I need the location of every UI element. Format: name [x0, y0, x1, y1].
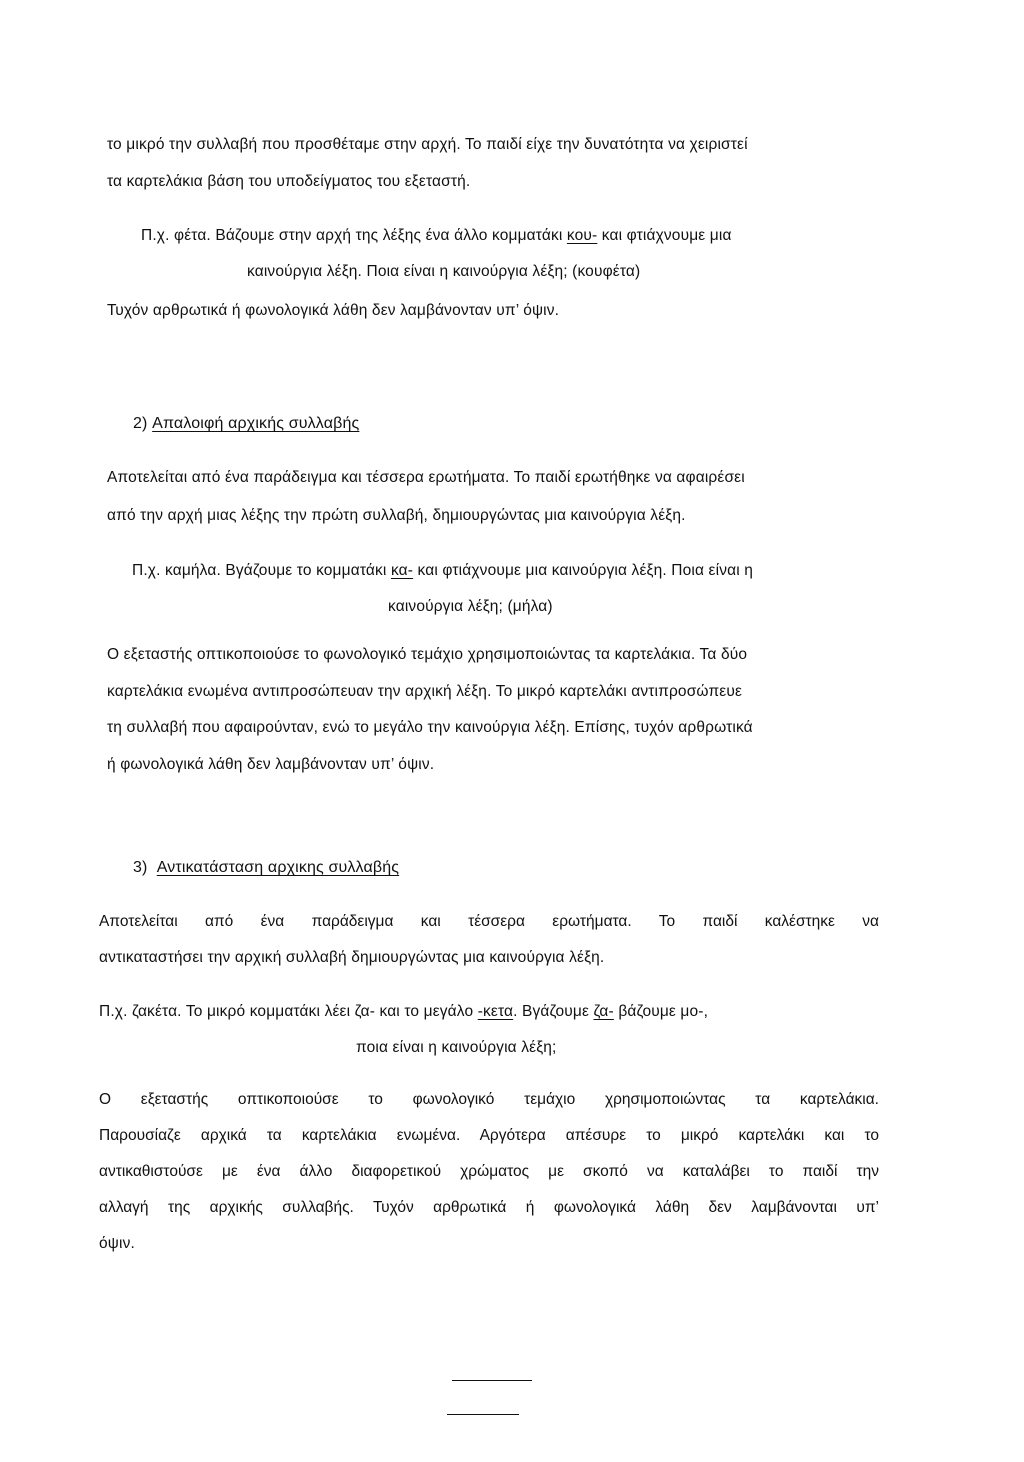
section3-example-line-1	[99, 1002, 708, 1022]
intro-line-1: το μικρό την συλλαβή που προσθέταμε στην αρχή. Το παιδί είχε την δυνατότητα να χειριστεί	[107, 136, 748, 153]
section3-example-part-2: . Βγάζουμε	[513, 1003, 594, 1020]
section3-para-line-4: αλλαγή της αρχικής συλλαβής. Τυχόν αρθρωτικά ή φωνολογικά λάθη δεν λαμβάνονται υπ’	[99, 1199, 879, 1216]
section2-para-line-3: τη συλλαβή που αφαιρούνταν, ενώ το μεγάλο την καινούργια λέξη. Επίσης, τυχόν αρθρωτικά	[107, 719, 753, 736]
section2-heading-title: Απαλοιφή αρχικής συλλαβής	[152, 415, 360, 432]
section3-para-line-5: όψιν.	[99, 1235, 135, 1252]
section3-example-part-3: βάζουμε μο-,	[613, 1003, 709, 1020]
footer-rule-top	[452, 1380, 532, 1381]
section3-example-line-2: ποια είναι η καινούργια λέξη;	[356, 1039, 557, 1056]
section3-heading-number: 3)	[133, 859, 148, 876]
intro-example-prefix: Π.χ. φέτα. Βάζουμε στην αρχή της λέξης ένα άλλο κομματάκι	[141, 227, 567, 244]
section3-heading-title: Αντικατάσταση αρχικης συλλαβής	[156, 859, 400, 876]
intro-line-2: τα καρτελάκια βάση του υποδείγματος του εξεταστή.	[107, 173, 471, 190]
section2-example-token: κα-	[390, 562, 414, 579]
section2-example-line-1	[132, 561, 753, 581]
section3-desc-line-2: αντικαταστήσει την αρχική συλλαβή δημιουργώντας μια καινούργια λέξη.	[99, 949, 605, 966]
section3-para-line-1: Ο εξεταστής οπτικοποιούσε το φωνολογικό τεμάχιο χρησιμοποιώντας τα καρτελάκια.	[99, 1091, 879, 1108]
section3-para-line-2: Παρουσίαζε αρχικά τα καρτελάκια ενωμένα. Αργότερα απέσυρε το μικρό καρτελάκι και το	[99, 1127, 879, 1144]
intro-example-line-2: καινούργια λέξη. Ποια είναι η καινούργια λέξη; (κουφέτα)	[247, 263, 641, 280]
section3-desc-line-1: Αποτελείται από ένα παράδειγμα και τέσσερα ερωτήματα. Το παιδί καλέστηκε να	[99, 913, 879, 930]
section2-heading	[133, 414, 359, 434]
section2-example-prefix: Π.χ. καμήλα. Βγάζουμε το κομματάκι	[132, 562, 391, 579]
section2-desc-line-1: Αποτελείται από ένα παράδειγμα και τέσσερα ερωτήματα. Το παιδί ερωτήθηκε να αφαιρέσει	[107, 469, 745, 486]
section3-example-token-2: ζα-	[593, 1003, 614, 1020]
section2-para-line-2: καρτελάκια ενωμένα αντιπροσώπευαν την αρχική λέξη. Το μικρό καρτελάκι αντιπροσώπευε	[107, 683, 743, 700]
intro-example-suffix: και φτιάχνουμε μια	[597, 227, 732, 244]
intro-note-line-1: Τυχόν αρθρωτικά ή φωνολογικά λάθη δεν λαμβάνονταν υπ’ όψιν.	[107, 302, 560, 319]
section3-example-part-1: Π.χ. ζακέτα. Το μικρό κομματάκι λέει ζα- και το μεγάλο	[99, 1003, 478, 1020]
section2-example-line-2: καινούργια λέξη; (μήλα)	[388, 598, 553, 615]
section2-para-line-4: ή φωνολογικά λάθη δεν λαμβάνονταν υπ’ όψιν.	[107, 756, 435, 773]
section3-example-token-1: -κετα	[477, 1003, 514, 1020]
section2-heading-number: 2)	[133, 415, 148, 432]
intro-example-token: κου-	[566, 227, 598, 244]
section3-heading	[133, 858, 399, 878]
footer-rule-bottom	[447, 1414, 519, 1415]
section3-para-line-3: αντικαθιστούσε με ένα άλλο διαφορετικού χρώματος με σκοπό να καταλάβει το παιδί την	[99, 1163, 879, 1180]
intro-example-line-1	[141, 226, 732, 246]
section2-para-line-1: Ο εξεταστής οπτικοποιούσε το φωνολογικό τεμάχιο χρησιμοποιώντας τα καρτελάκια. Τα δύο	[107, 646, 748, 663]
section2-desc-line-2: από την αρχή μιας λέξης την πρώτη συλλαβή, δημιουργώντας μια καινούργια λέξη.	[107, 507, 686, 524]
section2-example-suffix: και φτιάχνουμε μια καινούργια λέξη. Ποια είναι η	[413, 562, 754, 579]
